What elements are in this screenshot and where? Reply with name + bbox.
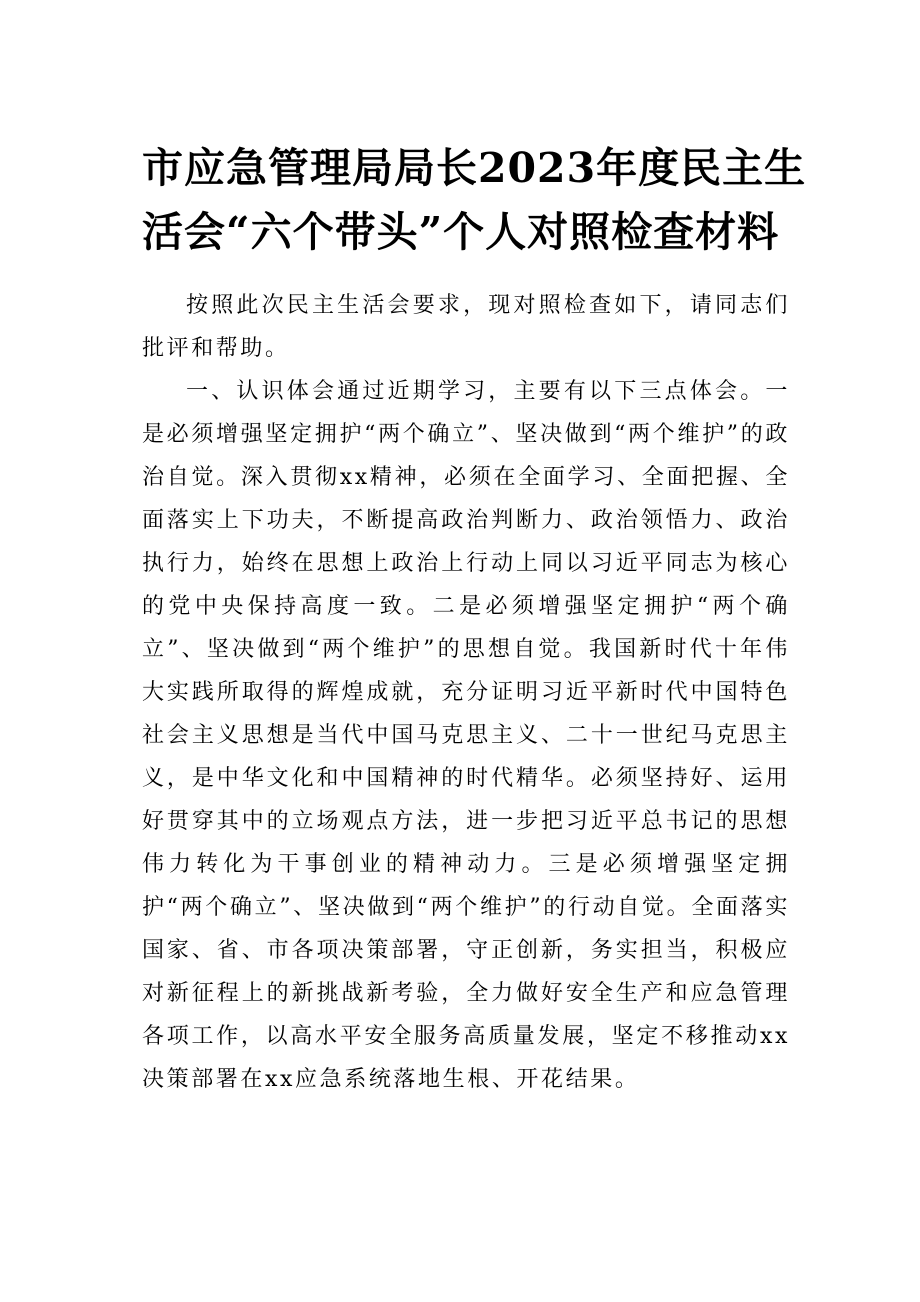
document-title	[142, 136, 807, 264]
section-one-paragraph: 一、认识体会通过近期学习，主要有以下三点体会。一是必须增强坚定拥护“两个确立”、坚决做到“两个维护”的政治自觉。深入贯彻xx精神，必须在全面学习、全面把握、全面落实上下功夫，不断提高政治判断力、政治领悟力、政治执行力，始终在思想上政治上行动上同以习近平同志为核心的党中央保持高度一致。二是必须增强坚定拥护“两个确立”、坚决做到“两个维护”的思想自觉。我国新时代十年伟大实践所取得的辉煌成就，充分证明习近平新时代中国特色社会主义思想是当代中国马克思主义、二十一世纪马克思主义，是中华文化和中国精神的时代精华。必须坚持好、运用好贯穿其中的立场观点方法，进一步把习近平总书记的思想伟力转化为干事创业的精神动力。三是必须增强坚定拥护“两个确立”、坚决做到“两个维护”的行动自觉。全面落实国家、省、市各项决策部署，守正创新，务实担当，积极应对新征程上的新挑战新考验，全力做好安全生产和应急管理各项工作，以高水平安全服务高质量发展，坚定不移推动xx决策部署在xx应急系统落地生根、开花结果。	[142, 379, 790, 1092]
intro-paragraph: 按照此次民主生活会要求，现对照检查如下，请同志们批评和帮助。	[142, 293, 790, 361]
title-line-1: 市应急管理局局长2023年度民主生	[142, 144, 807, 192]
title-line-2: 活会“六个带头”个人对照检查材料	[142, 208, 780, 256]
document-body	[142, 284, 790, 1101]
